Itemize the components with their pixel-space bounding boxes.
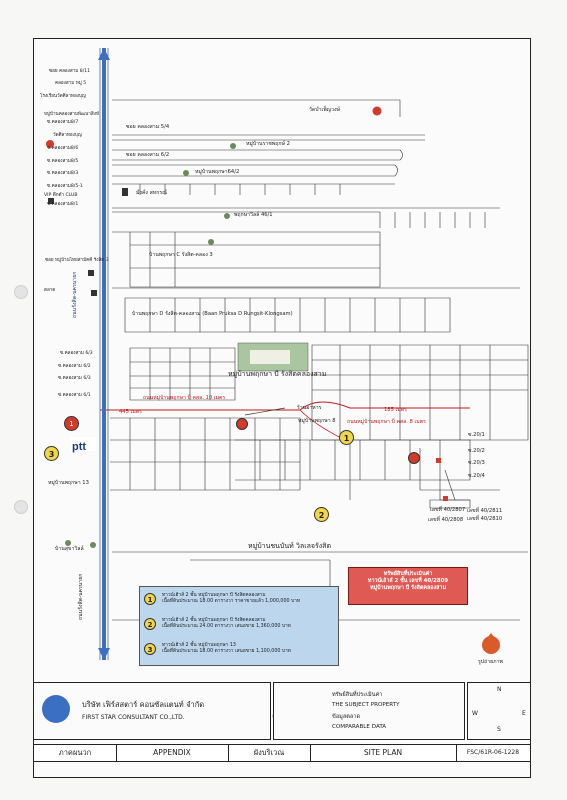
- map-label: โรงเรียนวัดศิลาทองบุญ: [40, 94, 86, 99]
- highway-label: ถนนรังสิต-นครนายก: [72, 271, 78, 318]
- map-label: ซ.20/2: [468, 448, 485, 454]
- map-label: ซ.คลองสาม 6/3: [60, 351, 93, 356]
- map-label: ซ.คลองสาม8/5-1: [47, 184, 83, 189]
- legend-marker: 2: [144, 618, 156, 630]
- map-label: ซอย หมู่บ้านไทยสามัคคี รังสิต 3: [45, 258, 109, 263]
- map-label: วัดศิลาทองบุญ: [53, 133, 82, 138]
- subject-property-marker[interactable]: 1: [64, 416, 79, 431]
- map-label: เลขที่ 40/2811: [467, 508, 503, 514]
- map-label: ถนนหมู่บ้านพฤกษา บี คสล. 10 เมตร: [143, 395, 226, 401]
- title-strip: ภาคผนวก APPENDIX ผังบริเวณ SITE PLAN FSC/61R-06-1228: [33, 744, 531, 762]
- compass-w: W: [472, 710, 478, 717]
- map-label: VIP ตึกดำ CLUB: [44, 193, 78, 198]
- map-label: พฤกษาวิลล์ 46/1: [234, 212, 273, 218]
- map-label: หมู่บ้านพฤกษา 8: [298, 418, 336, 424]
- map-label: หมู่บ้านราชพฤกษ์ 2: [246, 141, 290, 147]
- subject-property-marker-small[interactable]: [408, 452, 420, 464]
- subject-property-marker-small[interactable]: [236, 418, 248, 430]
- map-label: ซ.20/3: [468, 460, 485, 466]
- map-label: ซอย คลองสาม 6/2: [126, 152, 170, 158]
- comparable-legend-box: 1 ทาวน์เฮ้าส์ 2 ชั้น หมู่บ้านพฤกษา บี รังสิตคลองสาม เนื้อที่ดินประมาณ 18.00 ตารางวา ราคาขายแล้ว 1,000,000 บาท 2 ทาวน์เฮ้าส์ 2 ชั้น หมู่บ้านพฤกษา บี รังสิตคลองสาม เนื้อที่ดินประมาณ 24.00 ตารางวา เสนอขาย 1,360,000 บาท 3 ทาวน์เฮ้าส์ 2 ชั้น หมู่บ้านพฤกษา 13 เนื้อที่ดินประมาณ 18.00 ตารางวา เสนอขาย 1,100,000 บาท: [139, 586, 339, 666]
- map-label: ซ.คลองสาม8/1: [47, 202, 79, 207]
- map-label: 445 เมตร: [119, 409, 142, 415]
- map-label: ซ.คลองสาม 6/3: [58, 376, 91, 381]
- company-cell: บริษัท เฟิร์สสตาร์ คอนซัลแตนท์ จำกัด FIRST STAR CONSULTANT CO.,LTD.: [33, 682, 271, 740]
- compass-n: N: [497, 686, 502, 693]
- comparable-marker-1[interactable]: 1: [339, 430, 354, 445]
- legend-cell: ทรัพย์สินที่ประเมินค่า THE SUBJECT PROPERTY ข้อมูลตลาด COMPARABLE DATA: [273, 682, 465, 740]
- compass-cell: [467, 682, 531, 740]
- map-label: เลขที่ 40/2807: [430, 507, 466, 513]
- photo-direction-label: รูปถ่ายภาพ: [478, 659, 503, 665]
- map-label: วัดบำเพ็ญวงษ์: [309, 107, 340, 113]
- map-label: ซอย คลองสาม 8/11: [49, 69, 91, 74]
- map-label: มั่งคั่ง สหกรณ์: [136, 190, 167, 196]
- map-label: ซ.คลองสาม8/6: [47, 146, 79, 151]
- title-block: [33, 682, 531, 776]
- map-label: 185 เมตร: [384, 407, 407, 413]
- map-label: ซ.คลองสาม 6/1: [58, 393, 91, 398]
- map-label: คลองสาม หมู่ 5: [55, 81, 87, 86]
- map-label: ตลาด: [44, 288, 56, 293]
- map-label: ซ.คลองสาม8/7: [47, 120, 79, 125]
- map-label: หมู่บ้านชนบันท์ วิลเลจรังสิต: [248, 542, 331, 550]
- legend-marker: 1: [144, 593, 156, 605]
- map-label: ซ.20/4: [468, 473, 485, 479]
- compass-s: S: [497, 726, 501, 733]
- map-label: ซ.คลองสาม8/5: [47, 159, 79, 164]
- subject-property-callout: ทรัพย์สินที่ประเมินค่า ทาวน์เฮ้าส์ 2 ชั้น เลขที่ 40/2809 หมู่บ้านพฤกษา บี รังสิตคลองสาม: [348, 567, 468, 605]
- map-label: บ้านสุขาวิลล์: [55, 546, 84, 552]
- map-label: ซ.คลองสาม 6/2: [58, 364, 91, 369]
- map-label: บ้านพฤกษา D รังสิต-คลองสาม (Baan Pruksa D Rungsit-Klongsam): [132, 311, 293, 317]
- company-logo-icon: [42, 695, 70, 723]
- map-label: หมู่บ้านคลองสามพัฒนาสิงห์: [44, 112, 99, 117]
- legend-marker: 3: [144, 643, 156, 655]
- comparable-marker-2[interactable]: 2: [314, 507, 329, 522]
- map-label: หมู่บ้านพฤกษา 13: [48, 480, 89, 486]
- compass-e: E: [522, 710, 526, 717]
- map-label: บ้านพฤกษา C รังสิต-คลอง 3: [149, 252, 213, 258]
- comparable-marker-3[interactable]: 3: [44, 446, 59, 461]
- map-label: ร้านอาหาร: [297, 405, 322, 411]
- map-label: ซ.คลองสาม8/3: [47, 171, 79, 176]
- map-label: ถนนหมู่บ้านพฤกษา บี คสล. 8 เมตร: [347, 419, 426, 425]
- map-label: ซ.20/1: [468, 432, 485, 438]
- map-label: เลขที่ 40/2808: [428, 517, 464, 523]
- map-label: ซอย คลองสาม 5/4: [126, 124, 170, 130]
- map-label: หมู่บ้านพฤกษา64/2: [195, 169, 240, 175]
- map-label: หมู่บ้านพฤกษา บี รังสิตคลองสาม: [228, 370, 327, 378]
- map-label: เลขที่ 40/2810: [467, 516, 503, 522]
- ptt-logo-text: ptt: [72, 441, 87, 453]
- highway-label: ถนนรังสิต-นครนายก: [78, 573, 84, 620]
